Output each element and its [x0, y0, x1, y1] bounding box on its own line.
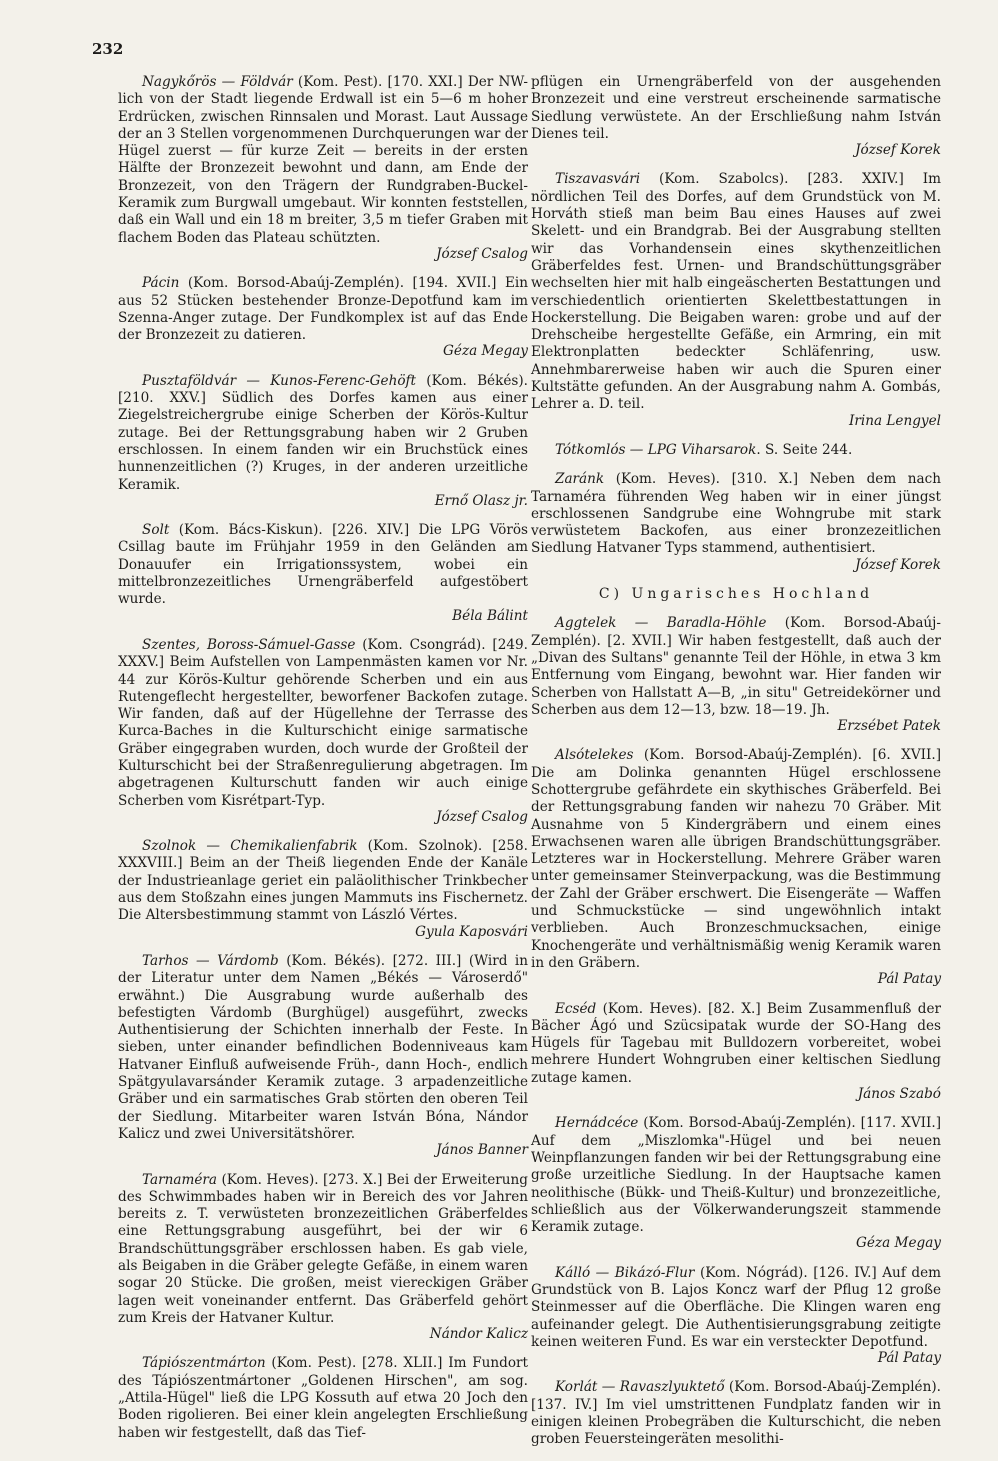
site-name: Szolnok — Chemikalienfabrik [142, 838, 358, 855]
site-name: Tarnaméra [142, 1171, 218, 1188]
entry-text: (Kom. Pest). [278. XLII.] Im Fundort des Tápiószentmártoner „Goldenen Hirschen", am sog. „Attila-Hügel" ließ die LPG Kossuth auf etwa 20 Joch den Boden rigolieren. Bei einer klein angelegten Erschließung haben wir festgestellt, daß das Tief- [118, 1355, 528, 1441]
report-entry [118, 953, 528, 1160]
entry-text: (Kom. Csongrád). [249. XXXV.] Beim Aufstellen von Lampenmästen kamen vor Nr. 44 zur Körös-Kultur gehörende Scherben und ein aus Rutengeflecht hergestellter, beworfener Backofen zutage. Wir fanden, daß auf der Hügellehne der Terrasse des Kurca-Baches in die Kulturschicht einige sarmatische Gräber eingegraben wurden, doch wurde der Großteil der Kulturschicht bei der Straßenregulierung abgetragen. Im abgetragenen Kulturschutt fanden wir auch einige Scherben vom Kisrétpart-Typ. [118, 636, 528, 809]
report-entry [531, 442, 941, 459]
entry-text: (Kom. Békés). [272. III.] (Wird in der Literatur unter dem Namen „Békés — Városerdő" erwähnt.) Die Ausgrabung wurde außerhalb des befestigten Várdomb (Burghügel) ausgeführt, zwecks Authentisierung der Schichten innerhalb der Feste. In sieben, unter einander befindlichen Bodenniveaus kam Hatvaner Einfluß aufweisende Früh-, dann Hoch-, endlich Spätgyulavarsánder Keramik zutage. 3 arpadenzeitliche Gräber und ein sarmatisches Grab störten den oberen Teil der Siedlung. Mitarbeiter waren István Bóna, Nándor Kalicz und zwei Universitätshörer. [118, 952, 528, 1142]
author-name: Erzsébet Patek [837, 718, 941, 735]
author-name: János Banner [436, 1142, 528, 1159]
report-entry [118, 522, 528, 625]
site-name: Solt [142, 522, 170, 539]
report-entry [531, 615, 941, 735]
site-name: Tiszavasvári [555, 171, 641, 188]
entry-text: (Kom. Borsod-Abaúj-Zemplén). [194. XVII.] Ein aus 52 Stücken bestehender Bronze-Depotfund kam im Szenna-Anger zutage. Der Fundkomplex ist auf das Ende der Bronzezeit zu datieren. [118, 275, 528, 344]
entry-text: (Kom. Heves). [82. X.] Beim Zusammenfluß der Bächer Ágó und Szücsipatak wurde der SO-Hang des Hügels für Tagebau mit Bulldozern vorbereitet, wobei mehrere Hundert Wohngruben einer keltischen Siedlung zutage kamen. [531, 1000, 941, 1086]
site-name: Tápiószentmárton [142, 1355, 266, 1372]
author-name: Nándor Kalicz [429, 1326, 528, 1343]
page-number: 232 [92, 40, 124, 58]
entry-text: (Kom. Heves). [310. X.] Neben dem nach Tarnaméra führenden Weg haben wir in einer jüngst erschlossenen Sandgrube eine Wohngrube mit stark verwüstetem Backofen, aus einer bronzezeitlichen Siedlung Hatvaner Typs stammend, authentisiert. [531, 471, 941, 557]
report-entry [118, 838, 528, 941]
author-name: János Szabó [857, 1086, 941, 1103]
report-entry [531, 471, 941, 574]
section-heading: C) Ungarisches Hochland [598, 586, 874, 603]
site-name: Korlát — Ravaszlyuktető [555, 1379, 725, 1396]
author-name: Gyula Kaposvári [415, 923, 528, 940]
report-entry [118, 1172, 528, 1344]
site-name: Zaránk [555, 471, 605, 488]
entry-text: (Kom. Szabolcs). [283. XXIV.] Im nördlichen Teil des Dorfes, auf dem Grundstück von M. Horváth stieß man beim Bau eines Hauses auf zwei Skelett- und ein Brandgrab. Bei der Ausgrabung stellten wir das Vorhandensein eines skythenzeitlichen Gräberfeldes fest. Urnen- und Brandschüttungsgräber wechselten hier mit halb eingeäscherten Bestattungen und verschiedentlich orientierten Skelettbestattungen in Hockerstellung. Die Beigaben waren: grobe und auf der Drehscheibe hergestellte Gefäße, ein Armring, ein mit Elektronplatten bedeckter Schläfenring, usw. Annehmbarerweise haben wir auch die Spuren einer Kultstätte gefunden. An der Ausgrabung nahm A. Gombás, Lehrer a. D. teil. [531, 171, 941, 413]
site-name: Ecséd [555, 1000, 597, 1017]
entry-text: (Kom. Békés). [210. XXV.] Südlich des Dorfes kamen aus einer Ziegelstreichergrube einige Scherben der Körös-Kultur zutage. Bei der Rettungsgrabung haben wir 2 Gruben erschlossen. In einem fanden wir ein Bruchstück eines hunnenzeitlichen (?) Kruges, in der anderen urzeitliche Keramik. [118, 372, 528, 493]
entry-text: (Kom. Bács-Kiskun). [226. XIV.] Die LPG Vörös Csillag baute im Frühjahr 1959 in den Geländen am Donauufer ein Irrigationssystem, wobei ein mittelbronzezeitliches Urnengräberfeld aufgestöbert wurde. [118, 522, 528, 608]
author-name: József Csalog [436, 808, 528, 825]
author-name: Pál Patay [877, 1350, 941, 1367]
report-entry [531, 171, 941, 429]
report-entry [531, 74, 941, 159]
entry-text: (Kom. Szolnok). [258. XXXVIII.] Beim an der Theiß liegenden Ende der Kanäle der Industrieanlage geriet ein paläolithischer Trinkbecher aus dem Stoßzahn eines jungen Mammuts ins Fischernetz. Die Altersbestimmung stammt von László Vértes. [118, 838, 528, 924]
author-name: Géza Megay [856, 1235, 941, 1252]
site-name: Nagykőrös — Földvár [142, 74, 293, 90]
report-entry [531, 1115, 941, 1252]
author-name: József Korek [855, 142, 941, 159]
author-name: József Csalog [436, 245, 528, 262]
report-entry [531, 1001, 941, 1104]
author-name: József Korek [855, 556, 941, 573]
site-name: Hernádcéce [555, 1115, 639, 1132]
entry-text: (Kom. Heves). [273. X.] Bei der Erweiterung des Schwimmbades haben wir in Bereich des vor Jahren bereits z. T. verwüsteten bronzezeitlichen Gräberfeldes eine Rettungsgrabung ausgeführt, bei der wir 6 Brandschüttungsgräber erschlossen haben. Es gab viele, als Beigaben in die Gräber gelegte Gefäße, in einem waren sogar 20 Stücke. Die großen, meist viereckigen Gräber lagen weit voneinander entfernt. Das Gräberfeld gehört zum Kreis der Hatvaner Kultur. [118, 1171, 528, 1326]
site-name: Tarhos — Várdomb [142, 952, 279, 969]
entry-text: pflügen ein Urnengräberfeld von der ausgehenden Bronzezeit und eine verstreut erscheinende sarmatische Siedlung verwüstete. An der Erschließung nahm István Dienes teil. [531, 74, 941, 142]
site-name: Pusztaföldvár — Kunos-Ferenc-Gehöft [142, 372, 417, 389]
site-name: Aggtelek — Baradla-Höhle [555, 615, 767, 632]
entry-text: (Kom. Borsod-Abaúj-Zemplén). [137. IV.] Im viel umstrittenen Fundplatz fanden wir in einigen kleinen Probegräben die Kulturschicht, die neben groben Feuersteingeräten mesolithi- [531, 1379, 941, 1448]
entry-text: (Kom. Nógrád). [126. IV.] Auf dem Grundstück von B. Lajos Koncz warf der Pflug 12 große Steinmesser auf die Oberfläche. Die Klingen waren eng aufeinander gelegt. Die Authentisierungsgrabung zeitigte keinen weiteren Fund. Es war ein versteckter Depotfund. [531, 1264, 942, 1350]
author-name: Irina Lengyel [849, 412, 941, 429]
report-entry [531, 1265, 941, 1368]
entry-text: . S. Seite 244. [756, 441, 853, 458]
left-column [118, 74, 528, 1454]
report-entry [531, 747, 941, 988]
author-name: Géza Megay [443, 343, 528, 360]
site-name: Pácin [142, 275, 180, 292]
author-name: Pál Patay [877, 971, 941, 988]
right-column [531, 74, 941, 1461]
report-entry [118, 1355, 528, 1441]
site-name: Szentes, Boross-Sámuel-Gasse [142, 636, 356, 653]
site-name: Tótkomlós — LPG Viharsarok [555, 441, 757, 458]
site-name: Kálló — Bikázó-Flur [555, 1264, 695, 1281]
author-name: Béla Bálint [452, 607, 528, 624]
report-entry [118, 74, 528, 263]
entry-text: (Kom. Borsod-Abaúj-Zemplén). [6. XVII.] Die am Dolinka genannten Hügel erschlossene Schottergrube gefährdete ein skythisches Gräberfeld. Bei der Rettungsgrabung fanden wir nahezu 70 Gräber. Mit Ausnahme von 5 Kindergräbern und einem eines Erwachsenen waren alle übrigen Brandschüttungsgräber. Letzteres war in Hockerstellung. Mehrere Gräber waren unter gemeinsamer Steinverpackung, was die Bestimmung der Zahl der Gräber erschwert. Die Eisengeräte — Waffen und Schmuckstücke — sind ungewöhnlich intakt verblieben. Auch Bronzeschmucksachen, einige Knochengeräte und verhältnismäßig wenig Keramik waren in den Gräbern. [531, 747, 941, 971]
report-entry [531, 1379, 941, 1448]
site-name: Alsótelekes [555, 747, 634, 764]
entry-text: (Kom. Borsod-Abaúj-Zemplén). [2. XVII.] Wir haben festgestellt, daß auch der „Divan des Sultans" genannte Teil der Höhle, in etwa 3 km Entfernung vom Eingang, bewohnt war. Hier fanden wir Scherben von Hallstatt A—B, „in situ" Getreidekörner und Scherben aus dem 12—13, bzw. 18—19. Jh. [531, 615, 941, 718]
report-entry [118, 275, 528, 360]
report-entry [118, 373, 528, 510]
author-name: Ernő Olasz jr. [434, 492, 528, 509]
entry-text: (Kom. Borsod-Abaúj-Zemplén). [117. XVII.] Auf dem „Miszlomka"-Hügel und bei neuen Weinpflanzungen fanden wir bei der Rettungsgrabung eine große urzeitliche Siedlung. In der Hauptsache kamen neolithische (Bükk- und Theiß-Kultur) und bronzezeitliche, schließlich aus der Völkerwanderungszeit stammende Keramik zutage. [531, 1115, 941, 1236]
entry-text: (Kom. Pest). [170. XXI.] Der NW-lich von der Stadt liegende Erdwall ist ein 5—6 m hoher Erdrücken, zwischen Rinnsalen und Morast. Laut Aussage der an 3 Stellen vorgenommenen Durchquerungen war der Hügel zuerst — für kurze Zeit — bereits in der ersten Hälfte der Bronzezeit bewohnt und dann, am Ende der Bronzezeit, von den Trägern der Rundgraben-Buckel-Keramik zum Burgwall umgebaut. Wir konnten feststellen, daß ein Wall und ein 18 m breiter, 3,5 m tiefer Graben mit flachem Boden das Plateau schützten. [118, 74, 528, 246]
report-entry [118, 637, 528, 826]
